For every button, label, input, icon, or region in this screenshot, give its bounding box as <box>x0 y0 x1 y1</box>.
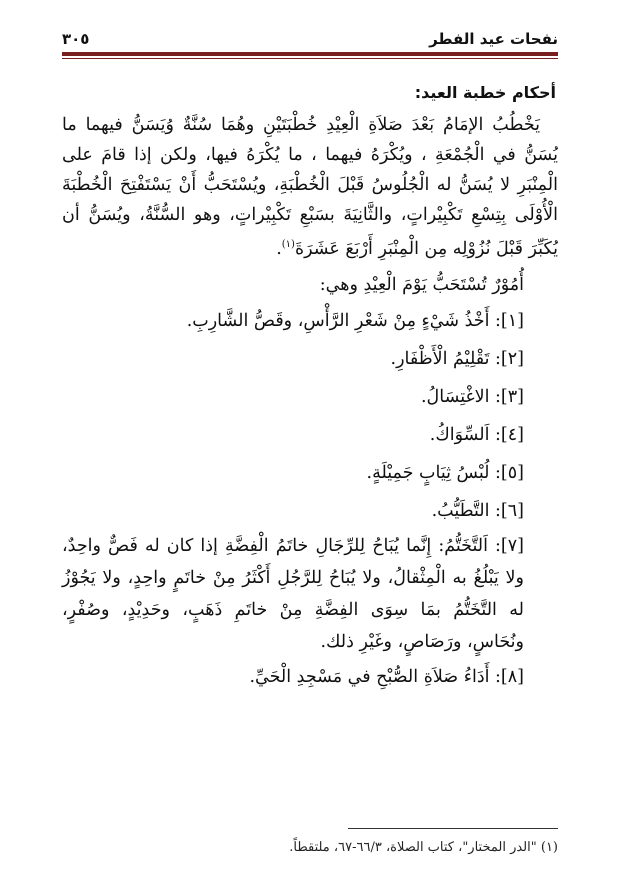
page-number: ٣٠٥ <box>62 30 90 48</box>
running-title: نفحات عيد الفطر <box>429 30 558 48</box>
list-item: [٨]: أَدَاءُ صَلاَةِ الصُّبْحِ في مَسْجِدِ الْحَيِّ. <box>249 666 524 687</box>
list-item: [٣]: الاغْتِسَالُ. <box>420 386 524 407</box>
intro-paragraph-end: . <box>276 238 282 259</box>
list-item: [٦]: التَّطَيُّبُ. <box>431 500 524 521</box>
footnote-marker: (١) <box>281 239 295 250</box>
list-item: [٤]: اَلسِّوَاكُ. <box>429 424 524 445</box>
subheading: أُمُوْرٌ تُسْتَحَبُّ يَوْمَ الْعِيْدِ وهي: <box>319 274 524 295</box>
list-item: [٢]: تَقْلِيْمُ الْأَظْفَارِ. <box>390 348 524 369</box>
header-rule-thick <box>62 52 558 56</box>
intro-paragraph-text: يَخْطُبُ الإمَامُ بَعْدَ صَلاَةِ الْعِيْدِ خُطْبَتَيْنِ وهُمَا سُنَّةٌ وُيَسَنُّ فيهما ما يُسَنُّ في الْجُمْعَةِ ، ويُكْرَهُ فيهما ، ما يُكْرَهُ فيها، ولكن إذا قامَ على الْمِنْبَرِ لا يُسَنُّ له الْجُلُوسُ قَبْلَ الْخُطْبَةِ، ويُسْتَحَبُّ أَنْ يَسْتَفْتِحَ الْخُطْبَةَ الْأُوْلَى بِتِسْعِ تَكْبِيْراتٍ، والثَّانِيَةَ بسَبْعِ تَكْبِيْراتٍ، وهو السُّنَّةُ، ويُسَنُّ أن يُكَبِّرَ قَبْلَ نُزُوْلِه مِن الْمِنْبَرِ أَرْبَعَ عَشَرَةَ <box>62 115 558 259</box>
page-body <box>62 78 558 696</box>
footnote: (١) "الدر المختار"، كتاب الصلاة، ٦٦/٣-٦٧، ملتقطاً. <box>289 840 558 855</box>
section-title: أحكام خطبة العيد: <box>414 83 556 102</box>
list-item: [١]: أَخْذُ شَيْءٍ مِنْ شَعْرِ الرَّأْسِ، وقَصُّ الشَّارِبِ. <box>186 310 524 331</box>
list-item: [٥]: لُبْسُ ثِيَابٍ جَمِيْلَةٍ. <box>366 462 524 483</box>
footnote-rule <box>348 828 558 829</box>
list-item: [٧]: اَلتَّخَتُّمُ: إِنَّما يُبَاحُ لِلرِّجَالِ خاتَمُ الْفِضَّةِ إذا كان له فَصٌّ واحِدٌ، ولا يَبْلُغُ به الْمِثْقالُ، ولا يُبَاحُ لِلرَّجُلِ أَكْثَرُ مِنْ خاتَمٍ واحِدٍ، ولا يَجُوْزُ له التَّخَتُّمُ بمَا سِوَى الفِضَّةِ مِنْ خاتَمِ ذَهَبٍ، وحَدِيْدٍ، وصُفْرٍ، ونُحَاسٍ، ورَصَاصٍ، وغَيْرِ ذلك. <box>62 535 524 652</box>
page-header <box>62 22 558 48</box>
header-rule-thin <box>62 58 558 59</box>
intro-paragraph <box>62 110 558 264</box>
